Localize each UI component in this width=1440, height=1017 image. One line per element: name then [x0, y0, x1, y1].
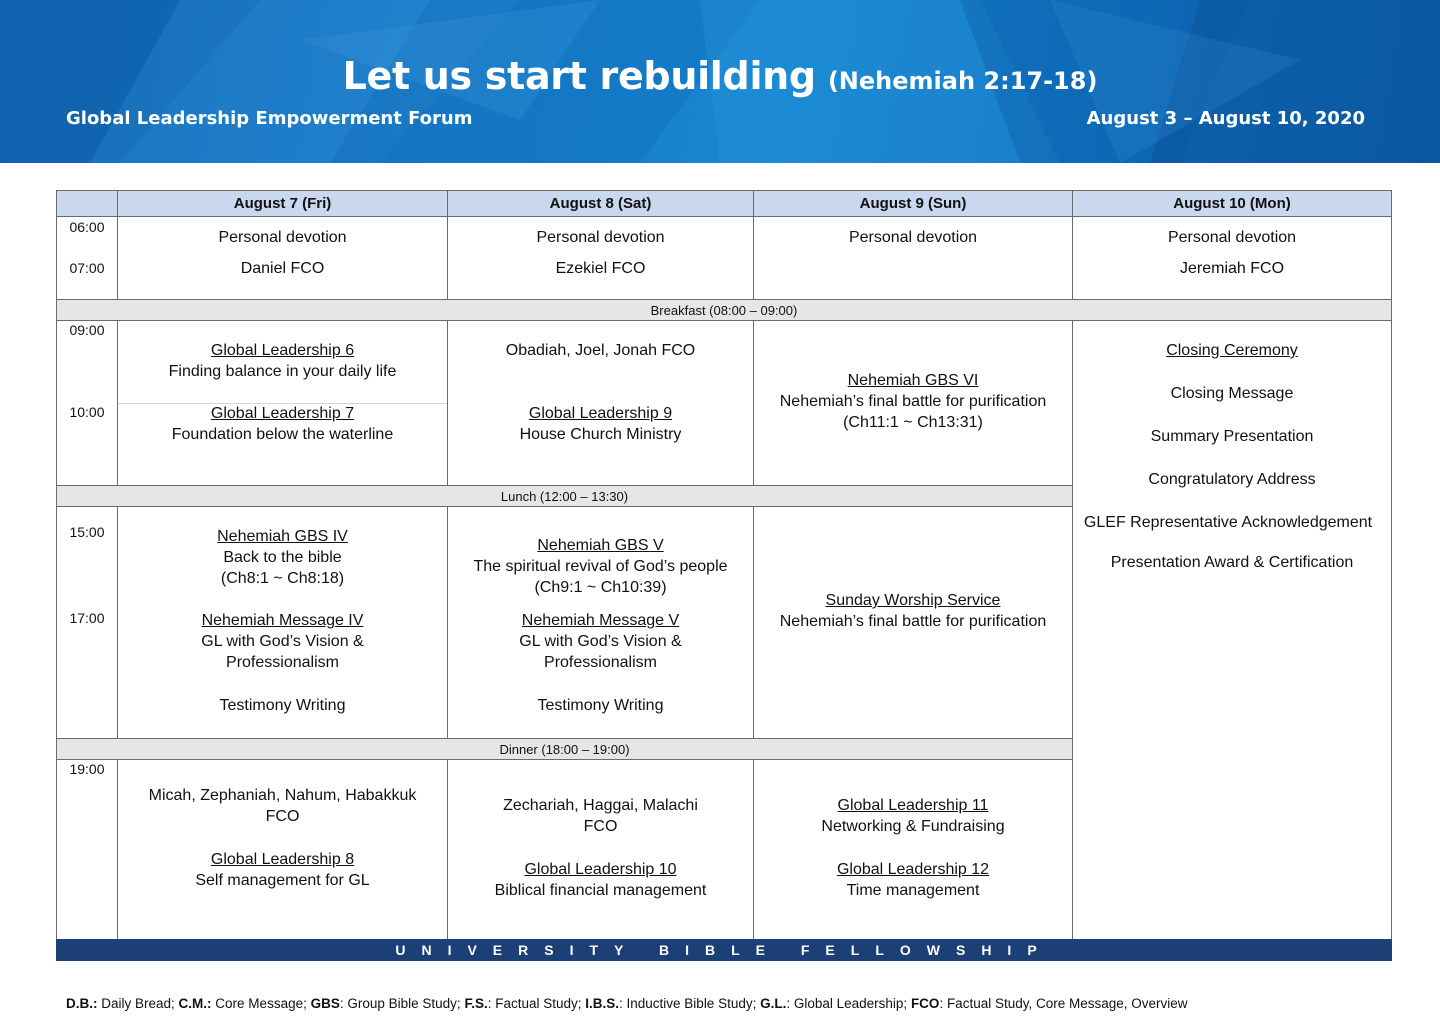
slot-fri-morning	[117, 216, 448, 300]
slot-fri-afternoon	[117, 506, 448, 739]
time-cell-evening	[56, 759, 118, 940]
legend-abbr: C.M.:	[178, 996, 212, 1011]
session-title: Closing Ceremony	[1166, 342, 1298, 359]
legend-text: : Global Leadership;	[786, 996, 911, 1011]
legend-abbr: I.B.S.	[585, 996, 620, 1011]
slot-text: Micah, Zephaniah, Nahum, Habakkuk	[148, 787, 417, 804]
session-subtitle: The spiritual revival of God’s people	[473, 558, 728, 575]
event-dates: August 3 – August 10, 2020	[1086, 108, 1365, 129]
slot-text: Personal devotion	[536, 229, 665, 246]
legend-abbr: GBS	[310, 996, 340, 1011]
slot-sun-midday	[753, 320, 1073, 487]
session-title: Nehemiah Message IV	[201, 612, 364, 629]
organization-name: Global Leadership Empowerment Forum	[66, 108, 473, 129]
column-header-sat: August 8 (Sat)	[447, 190, 754, 217]
legend-abbr: FCO	[910, 996, 940, 1011]
session-reference: (Ch9:1 ~ Ch10:39)	[534, 579, 667, 596]
session-title: Global Leadership 11	[837, 797, 989, 814]
session-title: Nehemiah Message V	[521, 612, 680, 629]
slot-text: Jeremiah FCO	[1179, 260, 1285, 277]
column-header-mon: August 10 (Mon)	[1072, 190, 1392, 217]
session-subtitle: GL with God’s Vision &	[201, 633, 364, 650]
slot-sun-afternoon	[753, 506, 1073, 739]
slot-mon-morning	[1072, 216, 1392, 300]
time-cell-midday	[56, 320, 118, 487]
legend-abbr: F.S.	[464, 996, 488, 1011]
ceremony-item: Congratulatory Address	[1148, 471, 1316, 488]
slot-mon-closing-ceremony	[1072, 320, 1392, 940]
session-title: Global Leadership 12	[836, 861, 990, 878]
schedule-table	[56, 190, 1392, 961]
slot-sun-evening	[753, 759, 1073, 940]
session-subtitle: Nehemiah’s final battle for purification	[779, 613, 1047, 630]
session-title: Nehemiah GBS IV	[217, 528, 348, 545]
time-label: 09:00	[69, 322, 105, 338]
slot-text: Personal devotion	[218, 229, 347, 246]
session-subtitle: Foundation below the waterline	[171, 426, 394, 443]
slot-text: Ezekiel FCO	[555, 260, 646, 277]
session-subtitle: Back to the bible	[223, 549, 342, 566]
time-label: 10:00	[69, 404, 105, 420]
time-label: 19:00	[69, 761, 105, 777]
session-subtitle: Time management	[846, 882, 980, 899]
slot-text: Zechariah, Haggai, Malachi	[503, 797, 698, 814]
session-title: Global Leadership 7	[210, 405, 355, 422]
session-title: Global Leadership 8	[210, 851, 355, 868]
session-subtitle: Finding balance in your daily life	[168, 363, 397, 380]
session-subtitle: Nehemiah’s final battle for purification	[779, 393, 1047, 410]
title-main: Let us start rebuilding	[342, 54, 816, 98]
session-title: Global Leadership 9	[528, 405, 673, 422]
slot-text: Personal devotion	[1167, 229, 1297, 246]
ceremony-item: Presentation Award & Certification	[1110, 554, 1354, 571]
session-subtitle: Self management for GL	[195, 872, 370, 889]
time-label: 07:00	[69, 260, 105, 276]
session-subtitle: Professionalism	[544, 654, 657, 671]
session-subtitle: House Church Ministry	[519, 426, 682, 443]
slot-text: Personal devotion	[848, 229, 978, 246]
meal-row-breakfast: Breakfast (08:00 – 09:00)	[56, 299, 1392, 321]
session-subtitle: Biblical financial management	[494, 882, 707, 899]
time-label: 17:00	[69, 610, 105, 626]
session-title: Sunday Worship Service	[825, 592, 1001, 609]
session-subtitle: GL with God’s Vision &	[519, 633, 682, 650]
time-cell-morning	[56, 216, 118, 300]
legend-text: Core Message;	[211, 996, 311, 1011]
session-reference: (Ch8:1 ~ Ch8:18)	[220, 570, 345, 587]
legend-text: : Factual Study;	[487, 996, 586, 1011]
meal-row-dinner: Dinner (18:00 – 19:00)	[56, 738, 1073, 760]
legend-text: : Inductive Bible Study;	[619, 996, 761, 1011]
slot-text: Daniel FCO	[240, 260, 325, 277]
session-subtitle: Professionalism	[226, 654, 339, 671]
corner-header-cell	[56, 190, 118, 217]
legend-text: : Group Bible Study;	[339, 996, 465, 1011]
time-label: 06:00	[69, 219, 105, 235]
slot-text: Testimony Writing	[537, 697, 664, 714]
ceremony-item: Summary Presentation	[1150, 428, 1314, 445]
slot-text: Testimony Writing	[219, 697, 346, 714]
ceremony-item: GLEF Representative Acknowledgement	[1083, 514, 1373, 531]
legend-text: : Factual Study, Core Message, Overview	[939, 996, 1188, 1011]
slot-fri-evening	[117, 759, 448, 940]
column-header-sun: August 9 (Sun)	[753, 190, 1073, 217]
page-title	[0, 54, 1440, 98]
session-reference: (Ch11:1 ~ Ch13:31)	[843, 414, 983, 431]
abbreviation-legend	[66, 996, 1188, 1011]
session-title: Global Leadership 6	[210, 342, 355, 359]
slot-sat-evening	[447, 759, 754, 940]
title-reference: (Nehemiah 2:17-18)	[827, 67, 1098, 95]
time-label: 15:00	[69, 524, 105, 540]
slot-text: FCO	[583, 818, 618, 835]
slot-sat-morning	[447, 216, 754, 300]
slot-sat-afternoon	[447, 506, 754, 739]
slot-sun-morning	[753, 216, 1073, 300]
session-title: Global Leadership 10	[524, 861, 677, 878]
legend-abbr: D.B.:	[66, 996, 98, 1011]
slot-text: FCO	[265, 808, 300, 825]
session-title: Nehemiah GBS V	[537, 537, 664, 554]
slot-sat-midday	[447, 320, 754, 487]
time-cell-afternoon	[56, 506, 118, 739]
header-banner	[0, 0, 1440, 163]
column-header-fri: August 7 (Fri)	[117, 190, 448, 217]
meal-row-lunch: Lunch (12:00 – 13:30)	[56, 485, 1073, 507]
session-subtitle: Networking & Fundraising	[821, 818, 1005, 835]
ceremony-item: Closing Message	[1170, 385, 1294, 402]
organization-footer-bar: UNIVERSITY BIBLE FELLOWSHIP	[56, 939, 1392, 961]
session-title: Nehemiah GBS VI	[847, 372, 979, 389]
legend-text: Daily Bread;	[97, 996, 179, 1011]
slot-text: Obadiah, Joel, Jonah FCO	[505, 342, 696, 359]
slot-fri-midday	[117, 320, 448, 487]
legend-abbr: G.L.	[760, 996, 787, 1011]
